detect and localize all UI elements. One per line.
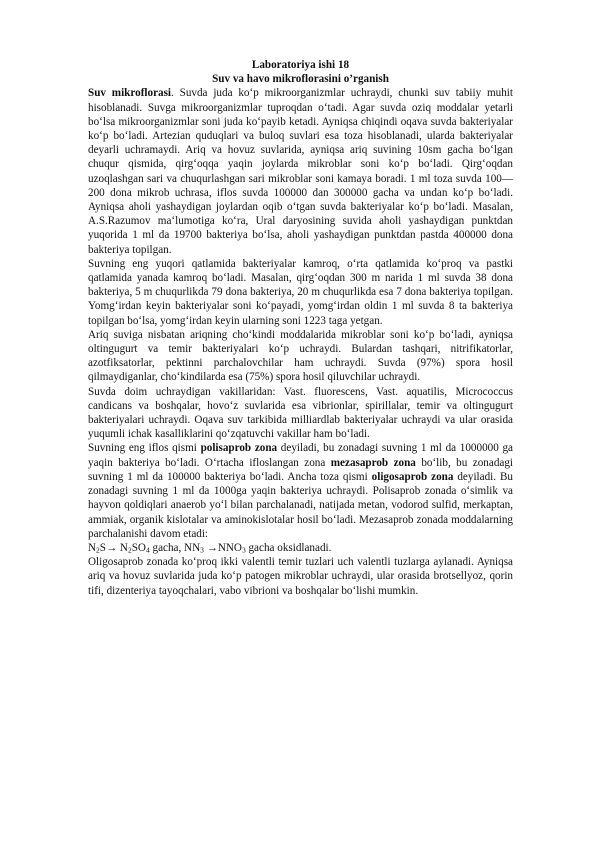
- paragraph-1-text: . Suvda juda ko‘p mikroorganizmlar uchraydi, chunki suv tabiiy muhit hisoblanadi. Suvga mikroorganizmlar tuproqdan o‘tadi. Agar suvda oziq moddalar yetarli bo‘lsa mikroorganizmlar soni juda ko‘payib ketadi. Ayniqsa chiqindi oqava suvda bakteriyalar ko‘p bo‘ladi. Artezian quduqlari va buloq suvlari esa toza hisoblanadi, ularda bakteriyalar deyarli uchramaydi. Ariq va hovuz suvlarida, ayniqsa ariq suvining 10sm gacha bo‘lgan chuqur qismida, qirg‘oqqa yaqin joylarda mikroblar soni ko‘p bo‘ladi. Qirg‘oqdan uzoqlashgan sari va chuqurlashgan sari mikroblar soni kamaya boradi. 1 ml toza suvda 100—200 dona mikrob uchrasa, iflos suvda 100000 dan 300000 gacha va undan ko‘p bo‘ladi. Ayniqsa aholi yashaydigan joylardan oqib o‘tgan suvda bakteriyalar ko‘p bo‘ladi. Masalan, A.S.Razumov ma‘lumotiga ko‘ra, Ural daryosining suvida aholi yashaydigan punktdan yuqorida 1 ml da 19700 bakteriya bo‘lsa, aholi yashaydigan punktdan pastda 400000 dona bakteriya topilgan.: [88, 87, 513, 256]
- eq-sub: 3: [241, 545, 246, 555]
- eq-sub: 3: [200, 545, 204, 555]
- eq-part: N: [88, 541, 97, 554]
- eq-part: gacha oksidlanadi.: [245, 541, 332, 554]
- paragraph-3: Ariq suviga nisbatan ariqning cho‘kindi moddalarida mikroblar soni ko‘p bo‘ladi, ayniqsa oltingugurt va temir bakteriyalari ko‘p uchraydi. Bulardan tashqari, nitrifikatorlar, azotfiksatorlar, pektinni parchalovchilar ham uchraydi. Suvda (97%) spora hosil qilmaydiganlar, cho‘kindilarda esa (75%) spora hosil qiluvchilar uchraydi.: [88, 328, 513, 384]
- paragraph-1: [88, 86, 513, 256]
- term-polisaprob: polisaprob zona: [200, 442, 278, 455]
- paragraph-5-text-c: deyiladi, bu zonadagi suvning 1 ml da 1000000 ga yaqin bakteriya bo‘ladi. O‘rtacha ifloslangan zona: [88, 442, 513, 469]
- paragraph-5-text-g: deyiladi. Bu zonadagi suvning 1 ml da 1000ga yaqin bakteriya uchraydi. Polisaprob zonada o‘simlik va hayvon qoldiqlari anaerob yo‘l bilan parchalanadi, natijada metan, vodorod sulfid, merkaptan, ammiak, organik kislotalar va aminokislotalar hosil bo‘ladi. Mezasaprob zonada moddalarning parchalanishi davom etadi:: [88, 470, 513, 540]
- paragraph-4: Suvda doim uchraydigan vakillaridan: Vast. fluorescens, Vast. aquatilis, Micrococcus candicans va boshqalar, hovo‘z suvlarida esa vibrionlar, spirillalar, temir va oltingugurt bakteriyalari uchraydi. Oqava suv tarkibida milliardlab bakteriyalar uchraydi va ular orasida yuqumli ichak kasalliklarini qo‘zqatuvchi vakillar ham bo‘ladi.: [88, 385, 513, 441]
- paragraph-5-text-e: bo‘lib, bu zonadagi suvning 1 ml da 100000 bakteriya bo‘ladi. Ancha toza qismi: [88, 456, 513, 483]
- eq-sub: 2: [96, 545, 100, 555]
- eq-sub: 4: [145, 545, 150, 555]
- eq-part: S→ N: [99, 541, 128, 554]
- eq-part: gacha, NN: [149, 541, 201, 554]
- lab-title: Laboratoriya ishi 18: [251, 59, 350, 71]
- eq-part: SO: [131, 541, 146, 554]
- term-oligosaprob: oligosaprob zona: [371, 470, 454, 483]
- chemical-equation: [88, 541, 513, 555]
- lab-subtitle: Suv va havo mikroflorasini o’rganish: [212, 73, 389, 86]
- eq-part: →NNO: [203, 541, 242, 554]
- paragraph-6: Oligosaprob zonada ko‘proq ikki valentli temir tuzlari uch valentli tuzlarga aylanadi. Ayniqsa ariq va hovuz suvlarida juda ko‘p patogen mikroblar uchraydi, ular orasida brotsellyoz, qorin tifi, dizenteriya tayoqchalari, vabo vibrioni va boshqalar bo‘lishi mumkin.: [88, 556, 513, 597]
- paragraph-5-text-a: Suvning eng iflos qismi: [88, 442, 201, 455]
- paragraph-2: Suvning eng yuqori qatlamida bakteriyalar kamroq, o‘rta qatlamida ko‘proq va pastki qatlamida yanada kamroq bo‘ladi. Masalan, qirg‘oqdan 300 m narida 1 ml suvda 38 dona bakteriya, 5 m chuqurlikda 79 dona bakteriya, 20 m chuqurlikda esa 7 dona bakteriya topilgan. Yomg‘irdan keyin bakteriyalar soni ko‘payadi, yomg‘irdan oldin 1 ml suvda 8 ta bakteriya topilgan bo‘lsa, yomg‘irdan keyin ularning soni 1223 taga yetgan.: [88, 257, 513, 327]
- eq-sub: 2: [127, 545, 132, 555]
- paragraph-1-lead: Suv mikroflorasi: [88, 87, 172, 100]
- document-page: [88, 58, 513, 598]
- paragraph-5: [88, 441, 513, 540]
- term-mezasaprob: mezasaprob zona: [330, 456, 416, 469]
